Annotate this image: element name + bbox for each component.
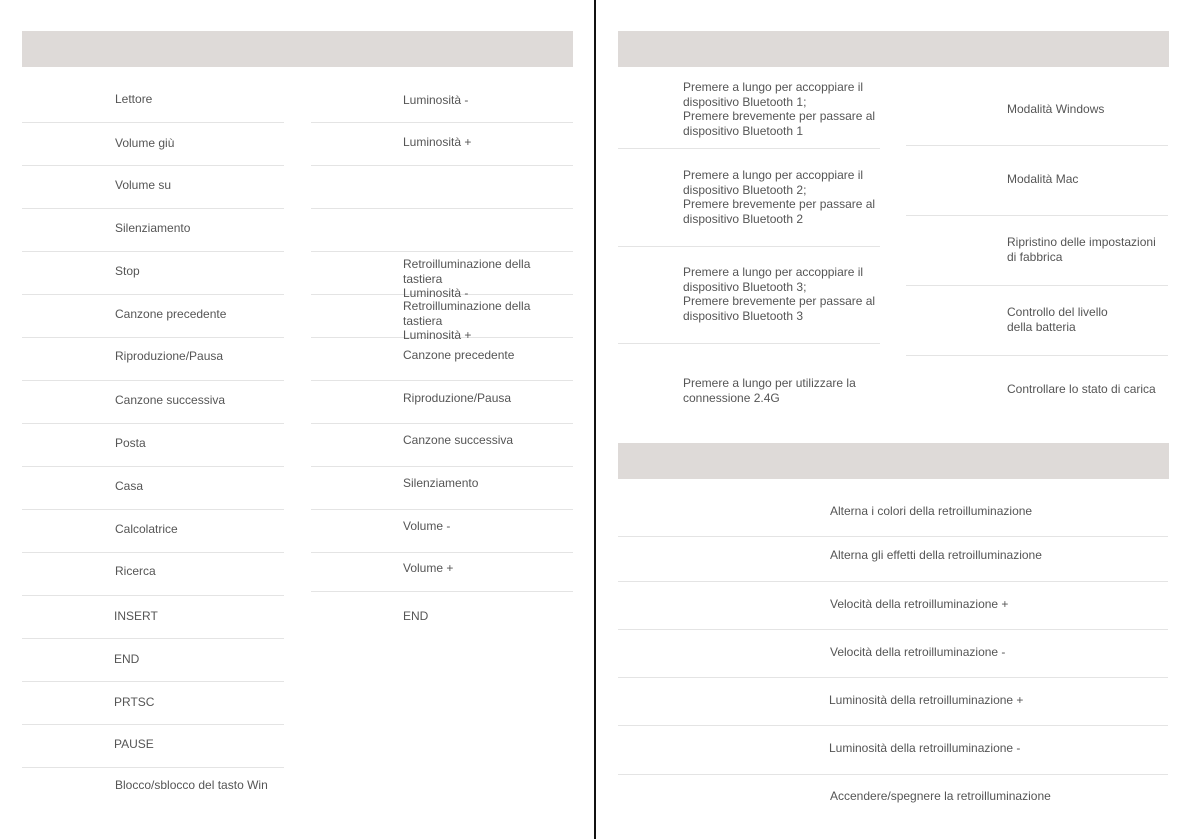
table-row (906, 356, 1168, 430)
row-label: END (114, 652, 140, 666)
table-row (618, 67, 880, 149)
table-row (311, 467, 573, 510)
row-label: Modalità Mac (1007, 172, 1079, 186)
table-row (618, 149, 880, 247)
table-row (22, 725, 284, 768)
table-row (906, 286, 1168, 356)
row-label: Retroilluminazione della tastiera Luminosità - (403, 257, 531, 300)
table-row (311, 424, 573, 467)
row-label: Volume + (403, 561, 454, 575)
table-row (618, 582, 1168, 630)
row-label: Premere a lungo per utilizzare la connessione 2.4G (683, 376, 856, 405)
table-row (311, 166, 573, 209)
table-row (906, 146, 1168, 216)
table-row (618, 775, 1168, 823)
row-label: Modalità Windows (1007, 102, 1105, 116)
row-label: Casa (115, 479, 144, 493)
row-label: Lettore (115, 92, 153, 106)
row-label: Luminosità + (403, 135, 472, 149)
table-row (618, 726, 1168, 775)
table-row (311, 510, 573, 553)
table-row (311, 252, 573, 300)
row-label: Canzone precedente (403, 348, 515, 362)
table-row (311, 209, 573, 252)
table-row (618, 490, 1168, 537)
row-label: Luminosità della retroilluminazione + (829, 693, 1024, 707)
row-label: Ricerca (115, 564, 156, 578)
table-row (22, 639, 284, 682)
row-label: Riproduzione/Pausa (115, 349, 224, 363)
table-row (22, 768, 284, 811)
table-row (618, 678, 1168, 726)
table-row (906, 216, 1168, 286)
row-label: Alterna i colori della retroilluminazione (830, 504, 1033, 518)
table-row (311, 592, 573, 635)
table-row (22, 424, 284, 467)
row-label: PRTSC (114, 695, 155, 709)
table-row (618, 344, 880, 430)
table-row (311, 295, 573, 342)
row-label: Canzone successiva (115, 393, 226, 407)
table-row (22, 553, 284, 596)
left-table-header (22, 31, 573, 67)
table-row (311, 80, 573, 123)
row-label: Premere a lungo per accoppiare il dispositivo Bluetooth 3; Premere brevemente per passare al dispositivo Bluetooth 3 (683, 265, 876, 323)
right-table-header-2 (618, 443, 1169, 479)
table-row (22, 166, 284, 209)
table-row (311, 553, 573, 592)
row-label: INSERT (114, 609, 158, 623)
table-row (22, 467, 284, 510)
table-row (22, 596, 284, 639)
table-row (618, 247, 880, 344)
row-label: Ripristino delle impostazioni di fabbrica (1007, 235, 1156, 264)
row-label: PAUSE (114, 737, 154, 751)
right-table-header-1 (618, 31, 1169, 67)
table-row (311, 381, 573, 424)
row-label: Retroilluminazione della tastiera Luminosità + (403, 299, 531, 342)
row-label: Luminosità - (403, 93, 469, 107)
table-row (22, 295, 284, 338)
row-label: Velocità della retroilluminazione - (830, 645, 1006, 659)
row-label: Controllare lo stato di carica (1007, 382, 1156, 396)
table-row (22, 209, 284, 252)
row-label: Volume su (115, 178, 172, 192)
table-row (618, 630, 1168, 678)
table-row (22, 338, 284, 381)
row-label: END (403, 609, 429, 623)
table-row (22, 123, 284, 166)
table-row (22, 252, 284, 295)
page-divider (594, 0, 596, 839)
table-row (311, 338, 573, 381)
row-label: Volume giù (115, 136, 175, 150)
row-label: Controllo del livello della batteria (1007, 305, 1108, 334)
row-label: Posta (115, 436, 146, 450)
row-label: Alterna gli effetti della retroilluminazione (830, 548, 1042, 562)
row-label: Luminosità della retroilluminazione - (829, 741, 1021, 755)
row-label: Silenziamento (403, 476, 479, 490)
row-label: Volume - (403, 519, 451, 533)
row-label: Blocco/sblocco del tasto Win (115, 778, 268, 792)
row-label: Accendere/spegnere la retroilluminazione (830, 789, 1051, 803)
table-row (22, 682, 284, 725)
table-row (906, 67, 1168, 146)
row-label: Silenziamento (115, 221, 191, 235)
table-row (618, 537, 1168, 582)
table-row (22, 381, 284, 424)
row-label: Riproduzione/Pausa (403, 391, 512, 405)
row-label: Calcolatrice (115, 522, 178, 536)
table-row (22, 510, 284, 553)
row-label: Stop (115, 264, 140, 278)
row-label: Premere a lungo per accoppiare il dispositivo Bluetooth 2; Premere brevemente per passare al dispositivo Bluetooth 2 (683, 168, 876, 226)
row-label: Canzone successiva (403, 433, 514, 447)
table-row (311, 123, 573, 166)
row-label: Velocità della retroilluminazione + (830, 597, 1009, 611)
table-row (22, 80, 284, 123)
row-label: Premere a lungo per accoppiare il dispositivo Bluetooth 1; Premere brevemente per passare al dispositivo Bluetooth 1 (683, 80, 876, 138)
row-label: Canzone precedente (115, 307, 227, 321)
